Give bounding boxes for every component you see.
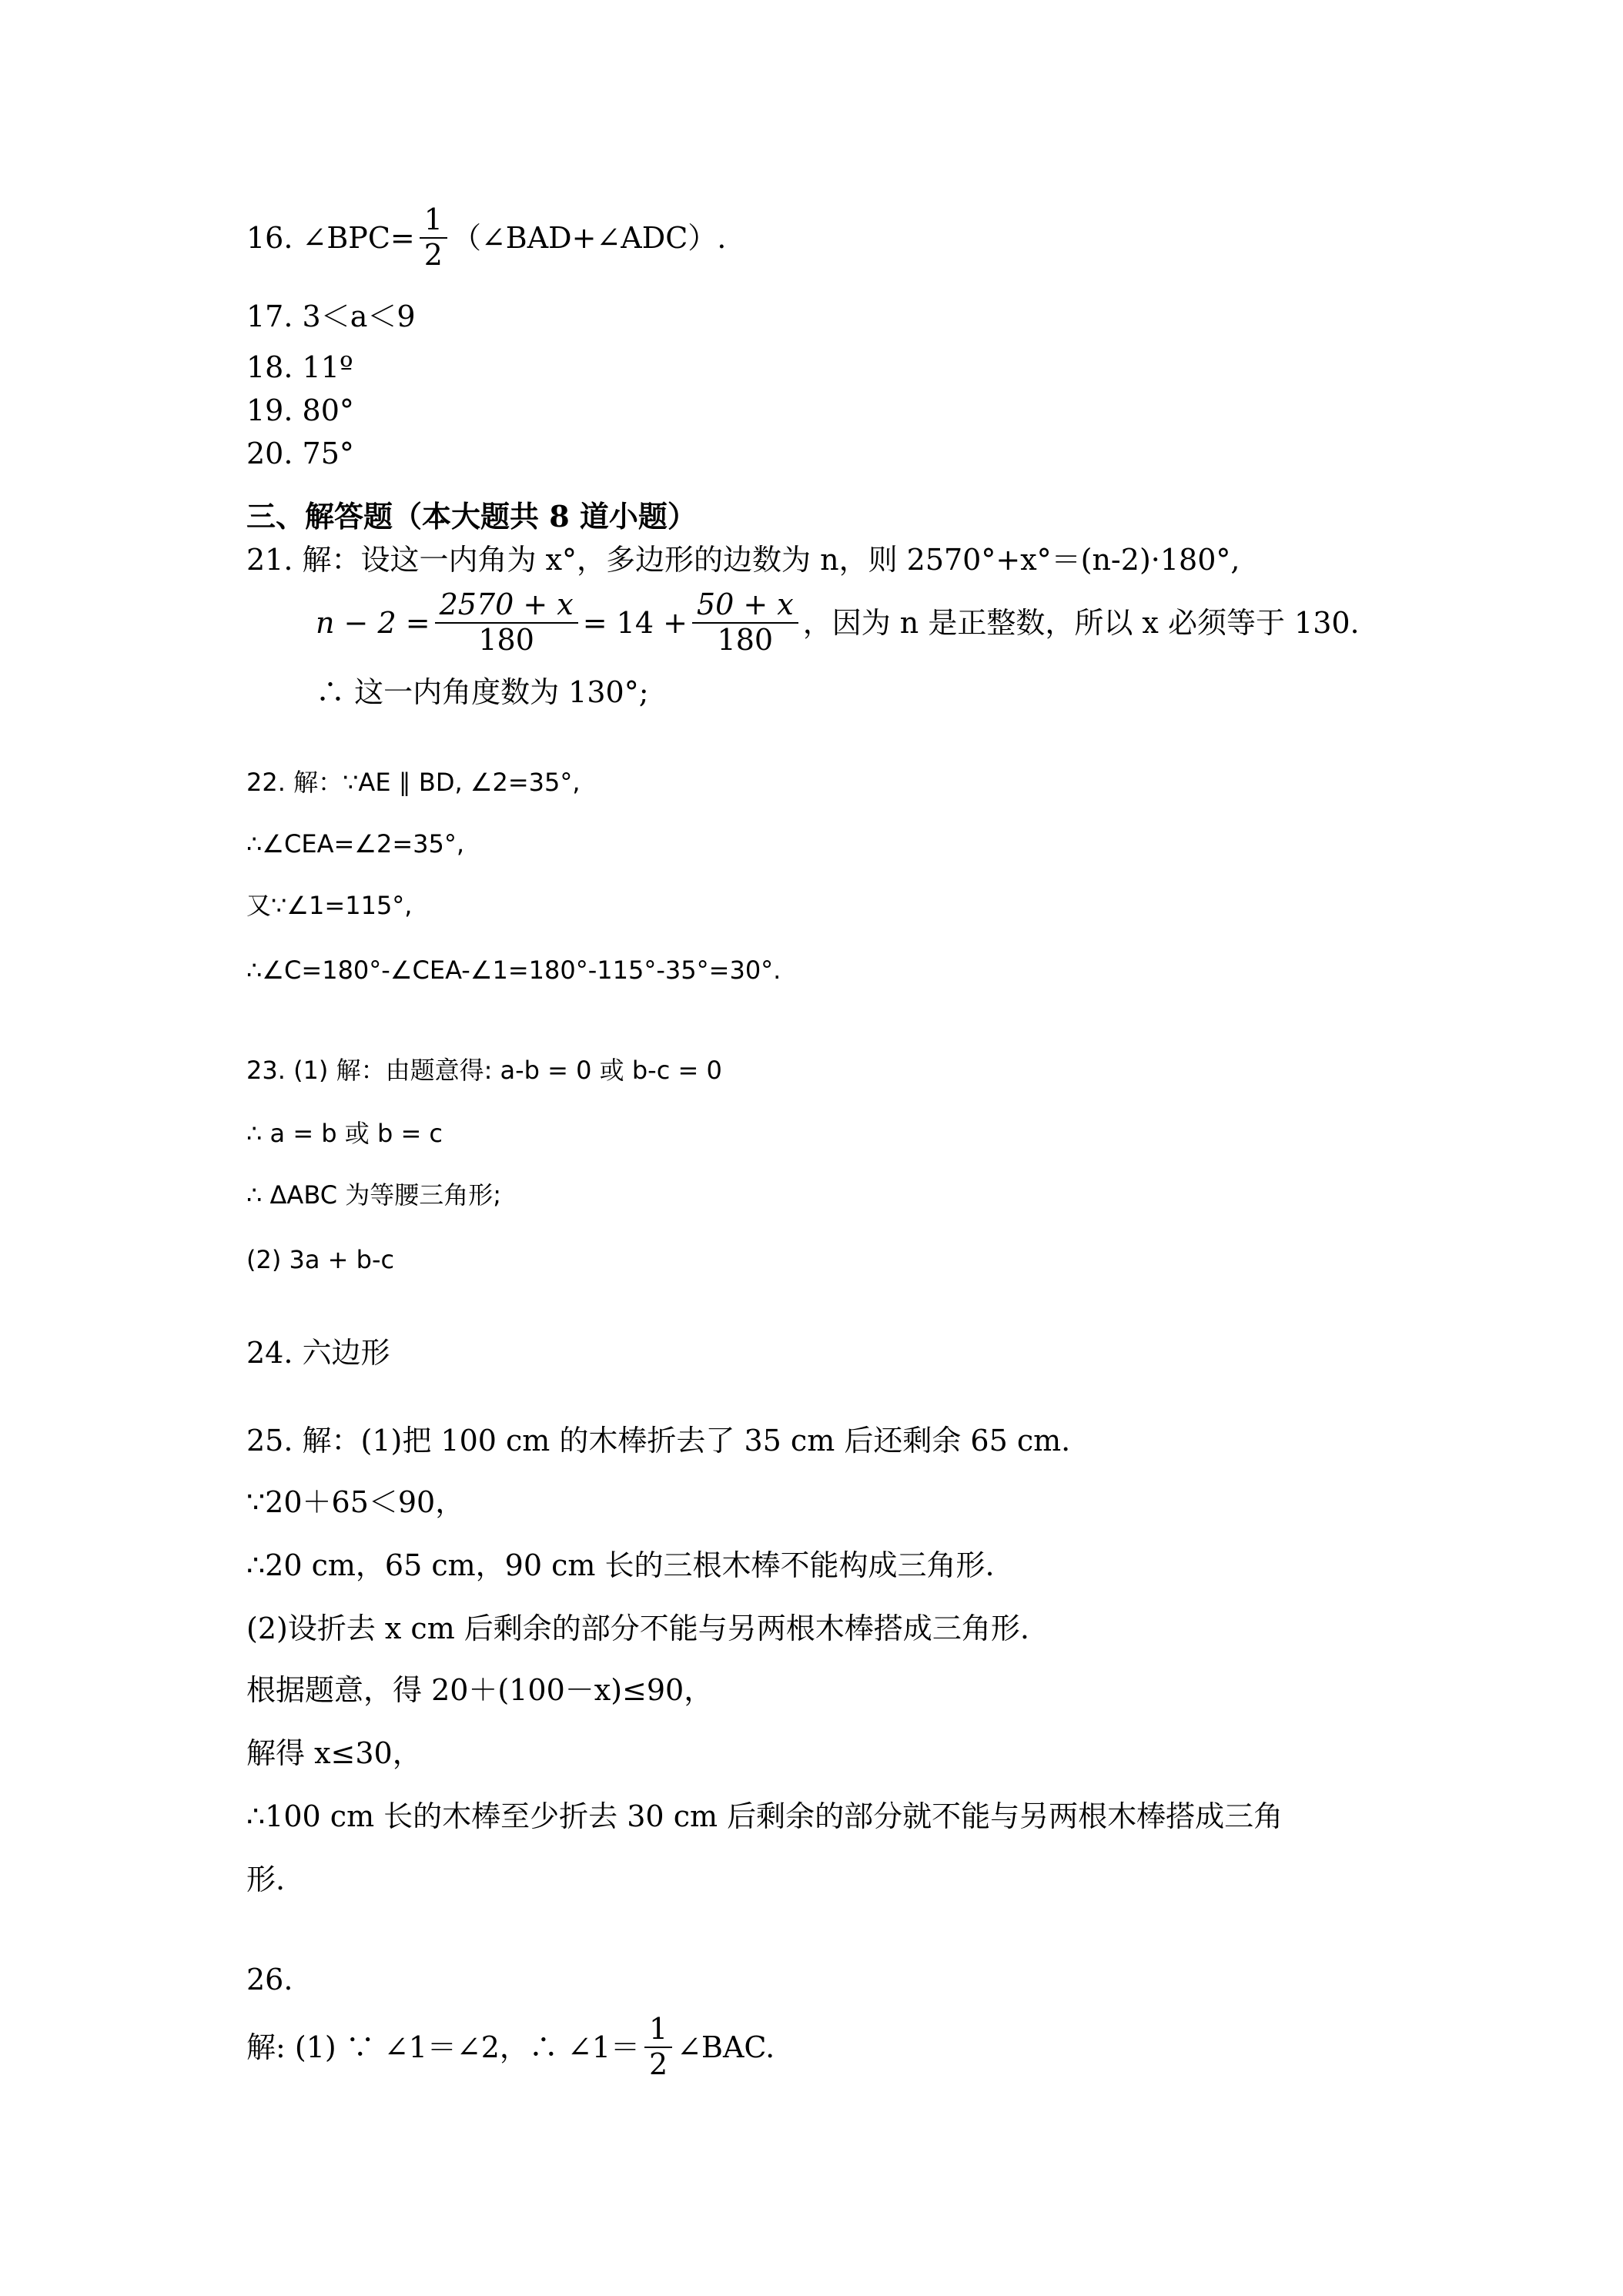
answer-17: 17. 3＜a＜9 <box>246 300 416 333</box>
answer-16-suffix: （∠BAD+∠ADC）. <box>451 221 727 256</box>
fraction-numerator: 1 <box>420 203 447 239</box>
q21-fraction-1 <box>435 588 578 657</box>
q23-line-4: (2) 3a + b-c <box>246 1245 395 1274</box>
q21-eq-tail: ，因为 n 是正整数，所以 x 必须等于 130. <box>802 606 1360 641</box>
section-heading: 三、解答题（本大题共 8 道小题） <box>246 499 697 534</box>
q23-line-2: ∴ a = b 或 b = c <box>246 1119 443 1148</box>
q26-fraction-half <box>644 2013 672 2081</box>
q23-line-1: 23. (1) 解：由题意得: a-b = 0 或 b-c = 0 <box>246 1056 722 1085</box>
answer-24: 24. 六边形 <box>246 1336 390 1370</box>
q25-line-2: ∵20＋65＜90， <box>246 1485 465 1519</box>
q26-frac-numerator: 1 <box>644 2013 672 2048</box>
q21-equation <box>316 587 1360 660</box>
fraction-half <box>420 203 447 272</box>
q22-line-3: 又∵∠1=115°, <box>246 891 413 920</box>
q25-line-4: (2)设折去 x cm 后剩余的部分不能与另两根木棒搭成三角形. <box>246 1612 1029 1645</box>
q25-line-8: 形. <box>246 1863 286 1896</box>
q21-frac1-denominator: 180 <box>478 622 534 657</box>
q21-frac1-numerator: 2570 + x <box>435 588 578 624</box>
answer-16-prefix: 16. ∠BPC= <box>246 221 415 256</box>
q25-line-5: 根据题意，得 20＋(100－x)≤90， <box>246 1673 714 1707</box>
answer-19: 19. 80° <box>246 393 354 427</box>
q21-frac2-numerator: 50 + x <box>692 588 798 624</box>
q21-eq-lhs: n − 2 = <box>316 606 430 641</box>
fraction-denominator: 2 <box>423 237 443 272</box>
q21-line-3: ∴ 这一内角度数为 130°; <box>316 675 649 709</box>
q22-line-1: 22. 解：∵AE ∥ BD, ∠2=35°, <box>246 768 581 797</box>
q26-line <box>246 2012 775 2084</box>
q26-prefix: 解: (1) ∵ ∠1＝∠2，∴ ∠1＝ <box>246 2030 640 2065</box>
q26-frac-denominator: 2 <box>649 2047 668 2081</box>
q21-line-1: 21. 解：设这一内角为 x°，多边形的边数为 n，则 2570°+x°＝(n-2)·180°, <box>246 543 1240 577</box>
q25-line-1: 25. 解：(1)把 100 cm 的木棒折去了 35 cm 后还剩余 65 cm. <box>246 1424 1071 1458</box>
answer-18: 18. 11º <box>246 350 353 384</box>
q26-suffix: ∠BAC. <box>677 2030 775 2065</box>
q21-fraction-2 <box>692 588 798 657</box>
q22-line-2: ∴∠CEA=∠2=35°, <box>246 829 465 858</box>
q25-line-3: ∴20 cm，65 cm，90 cm 长的三根木棒不能构成三角形. <box>246 1548 995 1582</box>
q26-number: 26. <box>246 1963 293 1996</box>
q25-line-7: ∴100 cm 长的木棒至少折去 30 cm 后剩余的部分就不能与另两根木棒搭成三角 <box>246 1799 1283 1833</box>
q21-frac2-denominator: 180 <box>717 622 774 657</box>
q23-line-3: ∴ ΔABC 为等腰三角形; <box>246 1180 502 1210</box>
q21-eq-mid: = 14 + <box>582 606 688 641</box>
q22-line-4: ∴∠C=180°-∠CEA-∠1=180°-115°-35°=30°. <box>246 956 781 985</box>
answer-20: 20. 75° <box>246 437 354 470</box>
q25-line-6: 解得 x≤30， <box>246 1736 422 1770</box>
answer-16 <box>246 202 727 275</box>
